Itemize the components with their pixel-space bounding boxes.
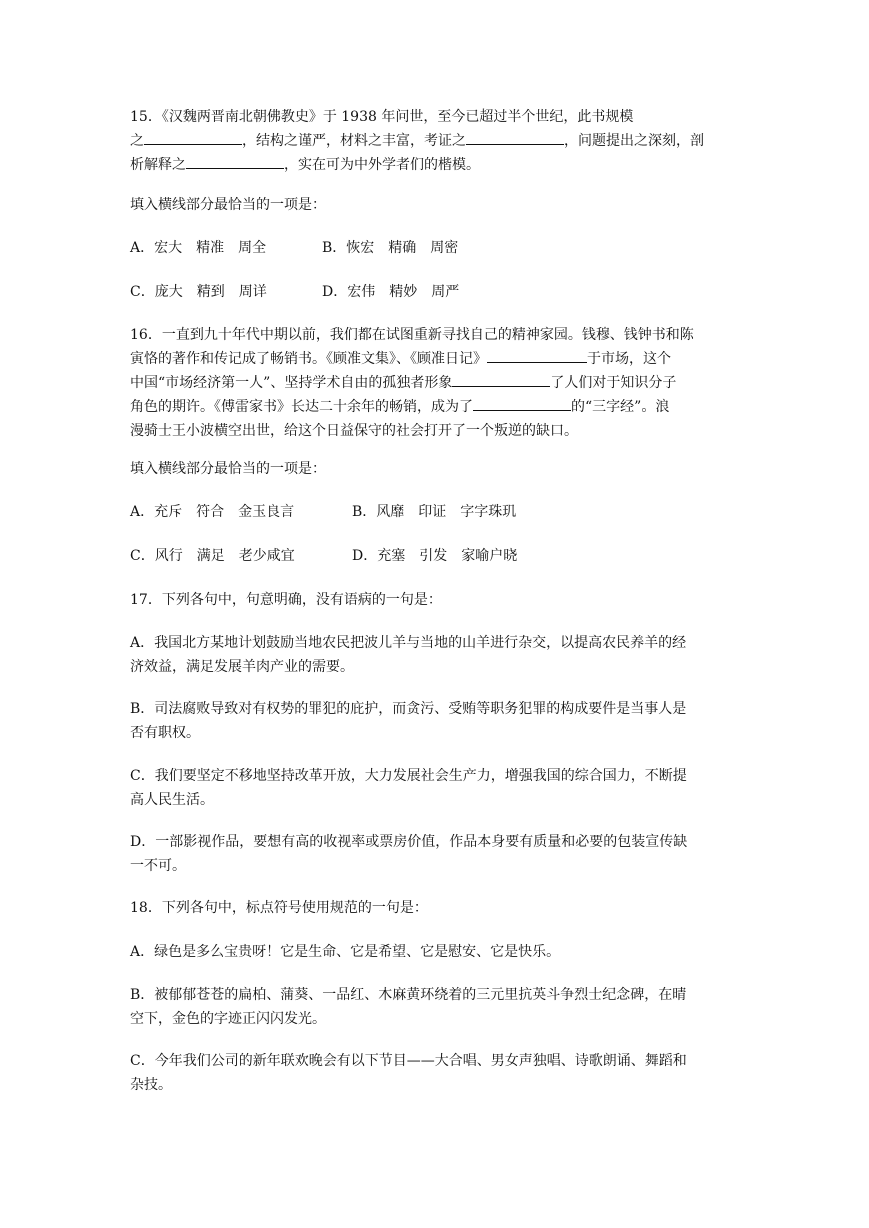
q16-option-a: A．充斥 符合 金玉良言 bbox=[130, 504, 295, 520]
q15-option-b: B．恢宏 精确 周密 bbox=[322, 240, 459, 256]
q17-option-d: D．一部影视作品，要想有高的收视率或票房价值，作品本身要有质量和必要的包装宣传缺 一不可。 bbox=[130, 834, 688, 874]
q18-option-c: C．今年我们公司的新年联欢晚会有以下节目——大合唱、男女声独唱、诗歌朗诵、舞蹈和 杂技。 bbox=[130, 1053, 687, 1093]
answer-blank-3 bbox=[186, 153, 284, 169]
q16-line-2: 寅恪的著作和传记成了畅销书。《顾准文集》、《顾准日记》 于市场，这个 bbox=[130, 347, 742, 371]
q16-options-row-1 bbox=[130, 500, 742, 524]
q16-options-row-2 bbox=[130, 544, 742, 568]
q16-line-4: 角色的期许。《傅雷家书》长达二十余年的畅销，成为了 的“三字经”。浪 bbox=[130, 395, 742, 419]
answer-blank-1 bbox=[144, 129, 242, 145]
q16-option-b: B．风靡 印证 字字珠玑 bbox=[352, 504, 517, 520]
q16-line-3: 中国“市场经济第一人”、坚持学术自由的孤独者形象 了人们对于知识分子 bbox=[130, 371, 742, 395]
q17-option-c: C．我们要坚定不移地坚持改革开放，大力发展社会生产力，增强我国的综合国力，不断提 高人民生活。 bbox=[130, 768, 687, 808]
answer-blank-2 bbox=[466, 129, 564, 145]
answer-blank-1 bbox=[487, 347, 587, 363]
q17-option-b: B．司法腐败导致对有权势的罪犯的庇护，而贪污、受贿等职务犯罪的构成要件是当事人是 否有职权。 bbox=[130, 701, 687, 741]
q17-option-a: A．我国北方某地计划鼓励当地农民把波儿羊与当地的山羊进行杂交，以提高农民养羊的经 济效益，满足发展羊肉产业的需要。 bbox=[130, 635, 687, 675]
q15-prompt: 填入横线部分最恰当的一项是： bbox=[130, 197, 326, 213]
q15-option-c: C．庞大 精到 周详 bbox=[130, 284, 267, 300]
answer-blank-2 bbox=[452, 371, 550, 387]
q15-line-3: 析解释之 ，实在可为中外学者们的楷模。 bbox=[130, 153, 742, 177]
answer-blank-3 bbox=[473, 395, 571, 411]
question-18-stem: 18．下列各句中，标点符号使用规范的一句是： bbox=[130, 900, 428, 916]
question-15-stem bbox=[130, 105, 742, 177]
q16-option-d: D．充塞 引发 家喻户晓 bbox=[352, 548, 518, 564]
q15-options-row-2 bbox=[130, 280, 742, 304]
q16-line-1: 16．一直到九十年代中期以前，我们都在试图重新寻找自己的精神家园。钱穆、钱钟书和陈 bbox=[130, 327, 694, 343]
q16-option-c: C．风行 满足 老少咸宜 bbox=[130, 548, 295, 564]
q15-options-row-1 bbox=[130, 236, 742, 260]
q15-line-2: 之 ，结构之谨严，材料之丰富，考证之 ，问题提出之深刻，剖 bbox=[130, 129, 742, 153]
q18-option-a: A．绿色是多么宝贵呀！它是生命、它是希望、它是慰安、它是快乐。 bbox=[130, 944, 561, 960]
q15-option-a: A．宏大 精准 周全 bbox=[130, 240, 267, 256]
q18-option-b: B．被郁郁苍苍的扁柏、蒲葵、一品红、木麻黄环绕着的三元里抗英斗争烈士纪念碑，在晴 空下，金色的字迹正闪闪发光。 bbox=[130, 987, 687, 1027]
question-17-stem: 17．下列各句中，句意明确，没有语病的一句是： bbox=[130, 592, 442, 608]
q16-line-5: 漫骑士王小波横空出世，给这个日益保守的社会打开了一个叛逆的缺口。 bbox=[130, 423, 578, 439]
q15-option-d: D．宏伟 精妙 周严 bbox=[322, 284, 460, 300]
q15-line-1: 15．《汉魏两晋南北朝佛教史》于 1938 年问世，至今已超过半个世纪，此书规模 bbox=[130, 109, 634, 125]
q16-prompt: 填入横线部分最恰当的一项是： bbox=[130, 461, 326, 477]
question-16-stem bbox=[130, 323, 742, 443]
